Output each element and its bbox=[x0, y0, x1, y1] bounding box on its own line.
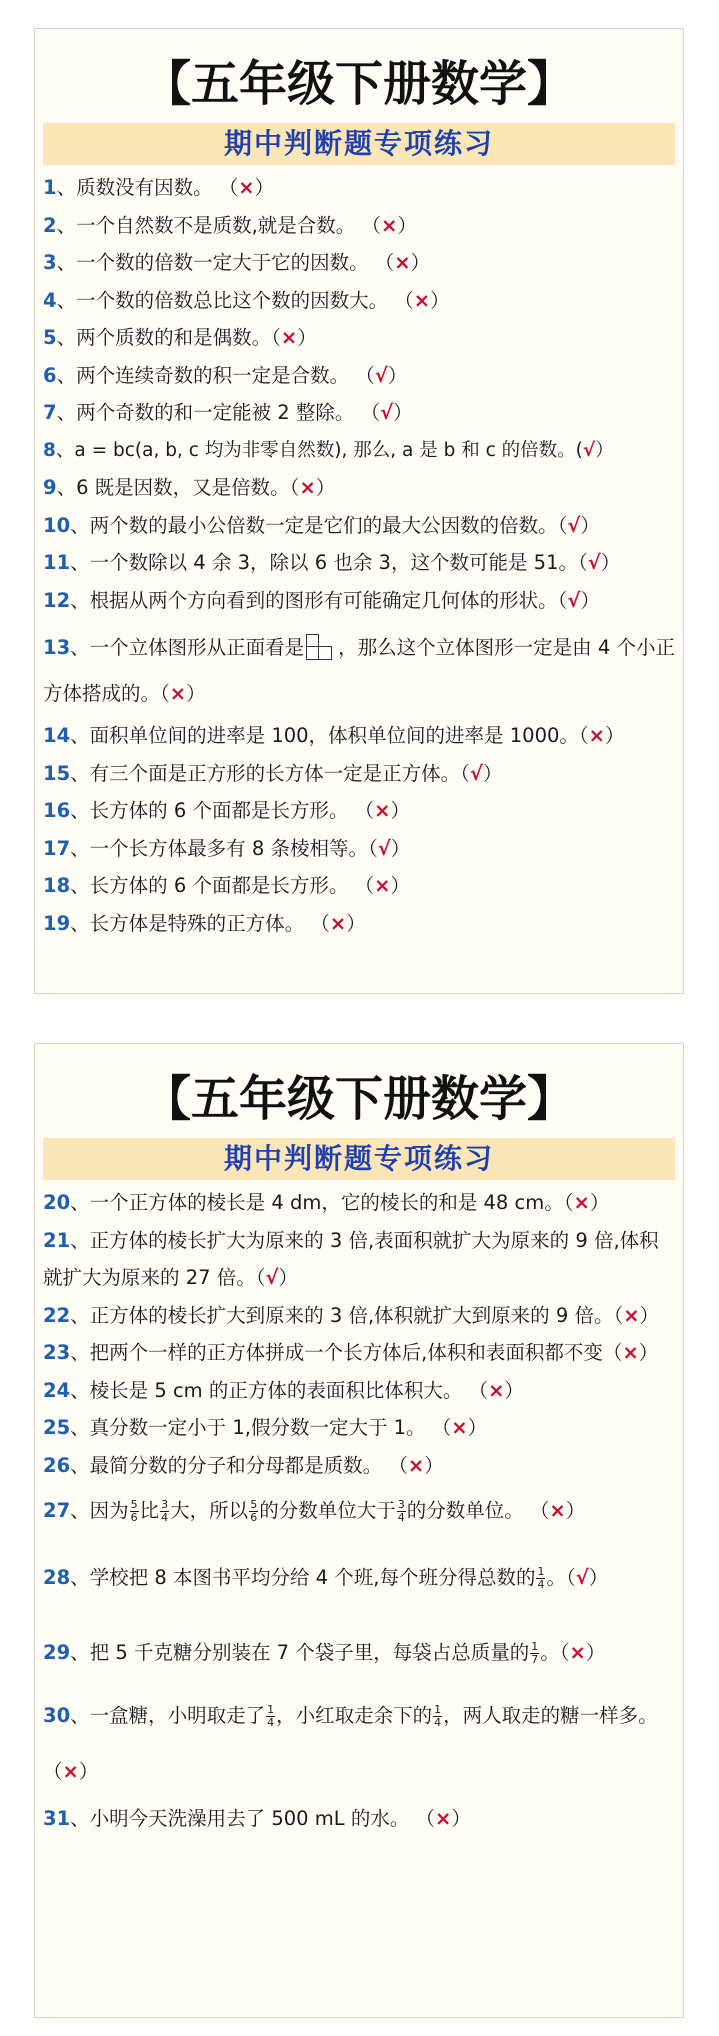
question-list-1 bbox=[35, 169, 683, 942]
fraction: $\frac{5}{6}$ bbox=[250, 1498, 258, 1524]
fraction: $\frac{5}{6}$ bbox=[130, 1498, 138, 1524]
fraction: $\frac{1}{4}$ bbox=[267, 1703, 275, 1729]
worksheet-card-2 bbox=[34, 1043, 684, 2018]
question-item: 22、正方体的棱长扩大到原来的 3 倍,体积就扩大到原来的 9 倍。（×） bbox=[43, 1303, 660, 1327]
question-item: 7、两个奇数的和一定能被 2 整除。 （√） bbox=[43, 401, 413, 424]
subtitle: 期中判断题专项练习 bbox=[223, 127, 494, 160]
question-item: 9、6 既是因数，又是倍数。（×） bbox=[43, 476, 336, 499]
question-item: 16、长方体的 6 个面都是长方形。 （×） bbox=[43, 799, 411, 822]
question-item: 23、把两个一样的正方体拼成一个长方体后,体积和表面积都不变（×） bbox=[43, 1341, 659, 1364]
question-item: 28、学校把 8 本图书平均分给 4 个班,每个班分得总数的 $\frac{1}{4}$ 。（√） bbox=[43, 1565, 609, 1591]
subtitle: 期中判断题专项练习 bbox=[223, 1142, 494, 1175]
question-item: 11、一个数除以 4 余 3，除以 6 也余 3，这个数可能是 51。（√） bbox=[43, 551, 621, 574]
question-item: 17、一个长方体最多有 8 条棱相等。（√） bbox=[43, 836, 411, 860]
question-item: 10、两个数的最小公倍数一定是它们的最大公因数的倍数。（√） bbox=[43, 513, 600, 537]
fraction: $\frac{3}{4}$ bbox=[161, 1498, 169, 1524]
fraction: $\frac{1}{7}$ bbox=[531, 1640, 539, 1666]
question-item: 15、有三个面是正方形的长方体一定是正方体。（√） bbox=[43, 761, 503, 785]
question-item: 4、一个数的倍数总比这个数的因数大。 （×） bbox=[43, 288, 450, 312]
subtitle-banner bbox=[43, 1138, 675, 1180]
question-item: 14、面积单位间的进率是 100，体积单位间的进率是 1000。（×） bbox=[43, 724, 625, 747]
page-title: 【五年级下册数学】 bbox=[142, 1071, 575, 1127]
question-item: 24、棱长是 5 cm 的正方体的表面积比体积大。 （×） bbox=[43, 1378, 524, 1402]
question-item: 30、一盒糖，小明取走了 $\frac{1}{4}$ ，小红取走余下的 $\frac{1}{4}$ ，两人取走的糖一样多。（×） bbox=[43, 1703, 658, 1783]
question-list-2 bbox=[35, 1184, 683, 1838]
question-item: 12、根据从两个方向看到的图形有可能确定几何体的形状。（√） bbox=[43, 588, 600, 612]
question-item: 18、长方体的 6 个面都是长方形。 （×） bbox=[43, 874, 411, 897]
fraction: $\frac{1}{4}$ bbox=[434, 1703, 442, 1729]
question-item: 19、长方体是特殊的正方体。 （×） bbox=[43, 911, 366, 935]
question-item: 8、a = bc(a, b, c 均为非零自然数), 那么, a 是 b 和 c 的倍数。(√） bbox=[43, 439, 614, 461]
question-item: 1、质数没有因数。 （×） bbox=[43, 176, 275, 199]
question-item: 5、两个质数的和是偶数。（×） bbox=[43, 326, 317, 349]
question-item: 27、因为 $\frac{5}{6}$ 比 $\frac{3}{4}$ 大，所以 $\frac{5}{6}$ 的分数单位大于 $\frac{3}{4}$ 的分数单位。 （×） bbox=[43, 1498, 586, 1524]
page-title: 【五年级下册数学】 bbox=[142, 56, 575, 112]
question-item: 20、一个正方体的棱长是 4 dm，它的棱长的和是 48 cm。（×） bbox=[43, 1191, 610, 1214]
question-item: 3、一个数的倍数一定大于它的因数。 （×） bbox=[43, 251, 431, 274]
question-item: 31、小明今天洗澡用去了 500 mL 的水。 （×） bbox=[43, 1807, 471, 1830]
question-item: 25、真分数一定小于 1,假分数一定大于 1。 （×） bbox=[43, 1416, 488, 1439]
question-item: 13、一个立体图形从正面看是 ，那么这个立体图形一定是由 4 个小正方体搭成的。（×） bbox=[43, 625, 677, 717]
question-item: 29、把 5 千克糖分别装在 7 个袋子里，每袋占总质量的 $\frac{1}{7}$ 。（×） bbox=[43, 1640, 606, 1666]
fraction: $\frac{3}{4}$ bbox=[397, 1498, 405, 1524]
question-item: 2、一个自然数不是质数,就是合数。 （×） bbox=[43, 213, 417, 237]
question-item: 26、最简分数的分子和分母都是质数。 （×） bbox=[43, 1453, 444, 1477]
subtitle-banner bbox=[43, 123, 675, 165]
question-item: 21、正方体的棱长扩大为原来的 3 倍,表面积就扩大为原来的 9 倍,体积就扩大为原来的 27 倍。（√） bbox=[43, 1228, 659, 1289]
fraction: $\frac{1}{4}$ bbox=[537, 1565, 545, 1591]
question-item: 6、两个连续奇数的积一定是合数。 （√） bbox=[43, 363, 408, 387]
worksheet-card-1 bbox=[34, 28, 684, 994]
front-view-figure bbox=[306, 634, 336, 664]
